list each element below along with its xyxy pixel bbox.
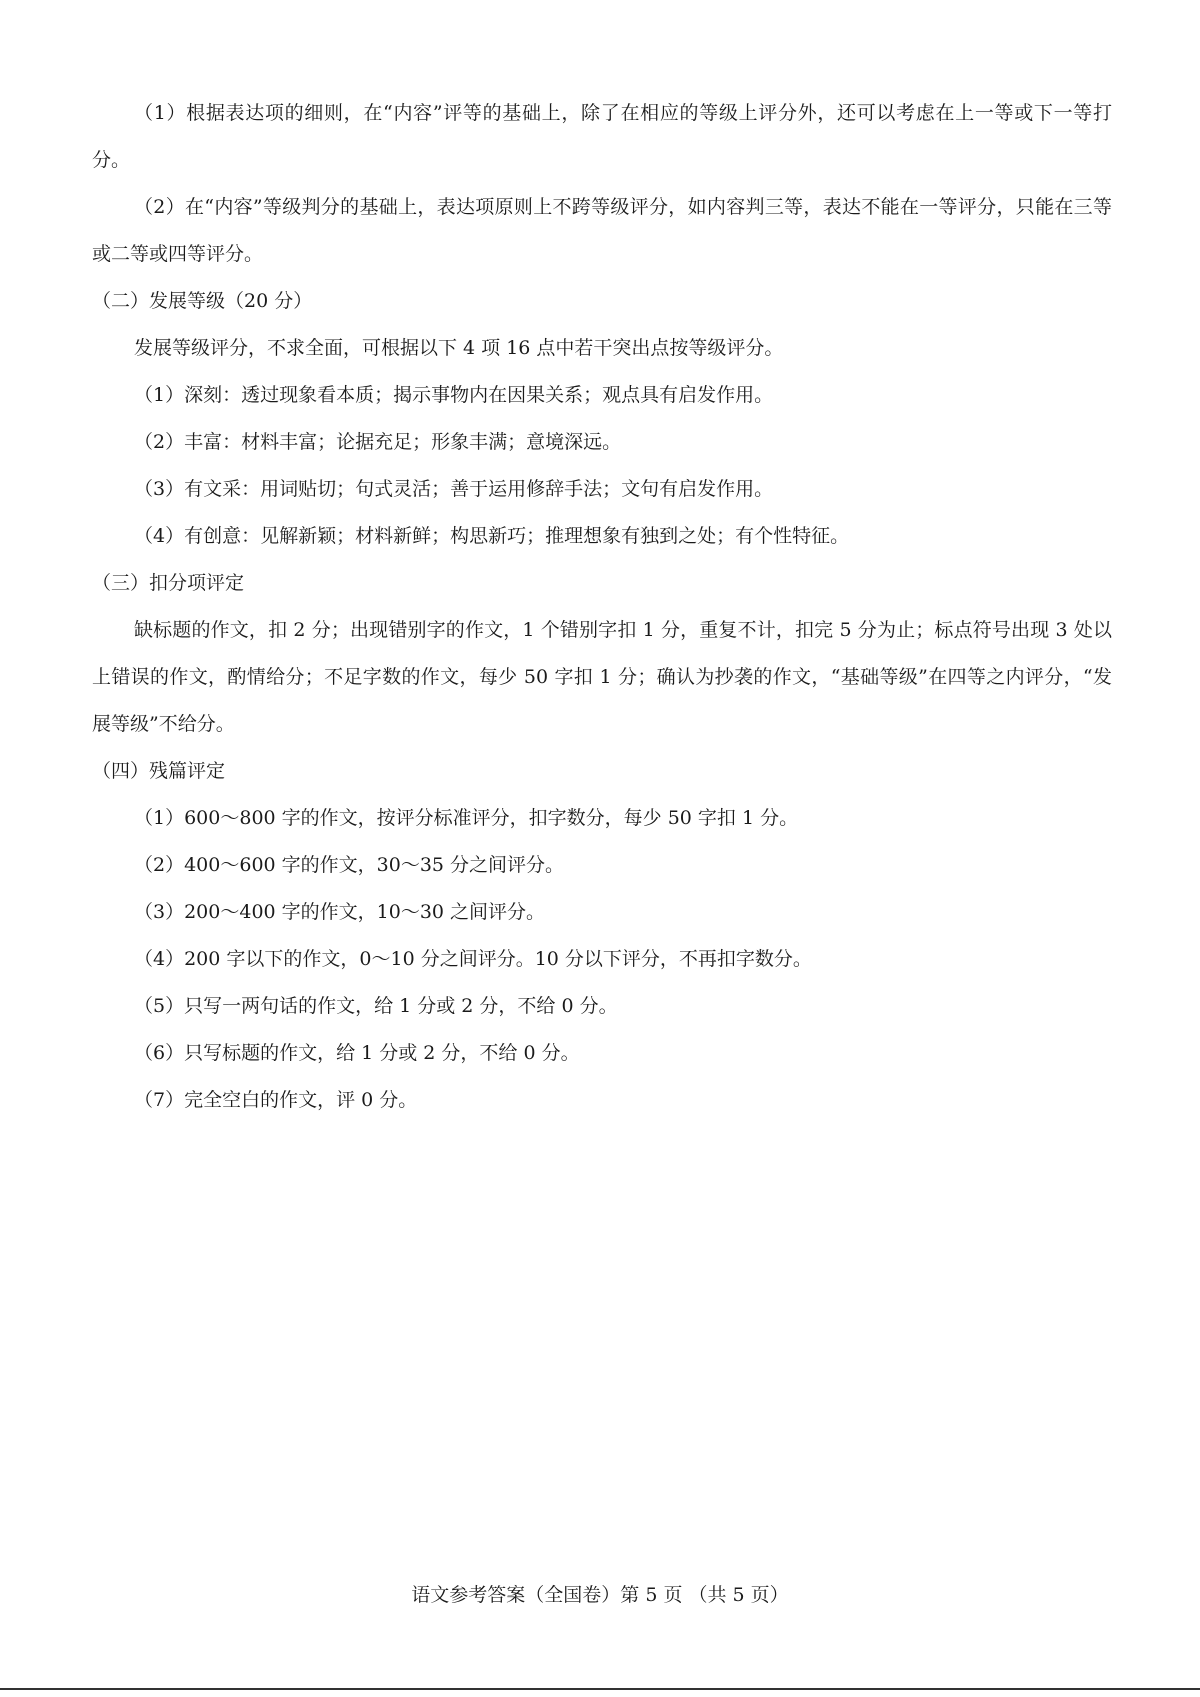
scoring-rule-2: （2）在“内容”等级判分的基础上，表达项原则上不跨等级评分，如内容判三等，表达不能在一等评分，只能在三等或二等或四等评分。 — [92, 196, 1112, 265]
incomplete-item-5: （5）只写一两句话的作文，给 1 分或 2 分，不给 0 分。 — [134, 995, 618, 1017]
development-item-1: （1）深刻：透过现象看本质；揭示事物内在因果关系；观点具有启发作用。 — [134, 384, 774, 406]
section-heading-development: （二）发展等级（20 分） — [92, 290, 313, 312]
section-heading-incomplete: （四）残篇评定 — [92, 760, 226, 782]
incomplete-item-4: （4）200 字以下的作文，0～10 分之间评分。10 分以下评分，不再扣字数分。 — [134, 948, 812, 970]
incomplete-item-3: （3）200～400 字的作文，10～30 之间评分。 — [134, 901, 546, 923]
scan-bottom-edge — [0, 1688, 1200, 1690]
development-item-3: （3）有文采：用词贴切；句式灵活；善于运用修辞手法；文句有启发作用。 — [134, 478, 774, 500]
section-heading-deductions: （三）扣分项评定 — [92, 572, 245, 594]
development-intro: 发展等级评分，不求全面，可根据以下 4 项 16 点中若干突出点按等级评分。 — [134, 337, 784, 359]
page-footer: 语文参考答案（全国卷）第 5 页 （共 5 页） — [411, 1584, 789, 1606]
incomplete-item-7: （7）完全空白的作文，评 0 分。 — [134, 1089, 418, 1111]
scoring-rule-1: （1）根据表达项的细则，在“内容”评等的基础上，除了在相应的等级上评分外，还可以考虑在上一等或下一等打分。 — [92, 102, 1112, 171]
development-item-2: （2）丰富：材料丰富；论据充足；形象丰满；意境深远。 — [134, 431, 622, 453]
deductions-body: 缺标题的作文，扣 2 分；出现错别字的作文，1 个错别字扣 1 分，重复不计，扣完 5 分为止；标点符号出现 3 处以上错误的作文，酌情给分；不足字数的作文，每少 50 字扣 1 分；确认为抄袭的作文，“基础等级”在四等之内评分，“发展等级”不给分。 — [92, 619, 1112, 735]
development-item-4: （4）有创意：见解新颖；材料新鲜；构思新巧；推理想象有独到之处；有个性特征。 — [134, 525, 850, 547]
incomplete-item-6: （6）只写标题的作文，给 1 分或 2 分，不给 0 分。 — [134, 1042, 580, 1064]
incomplete-item-1: （1）600～800 字的作文，按评分标准评分，扣字数分，每少 50 字扣 1 分。 — [134, 807, 799, 829]
document-body — [92, 90, 1112, 1124]
incomplete-item-2: （2）400～600 字的作文，30～35 分之间评分。 — [134, 854, 565, 876]
